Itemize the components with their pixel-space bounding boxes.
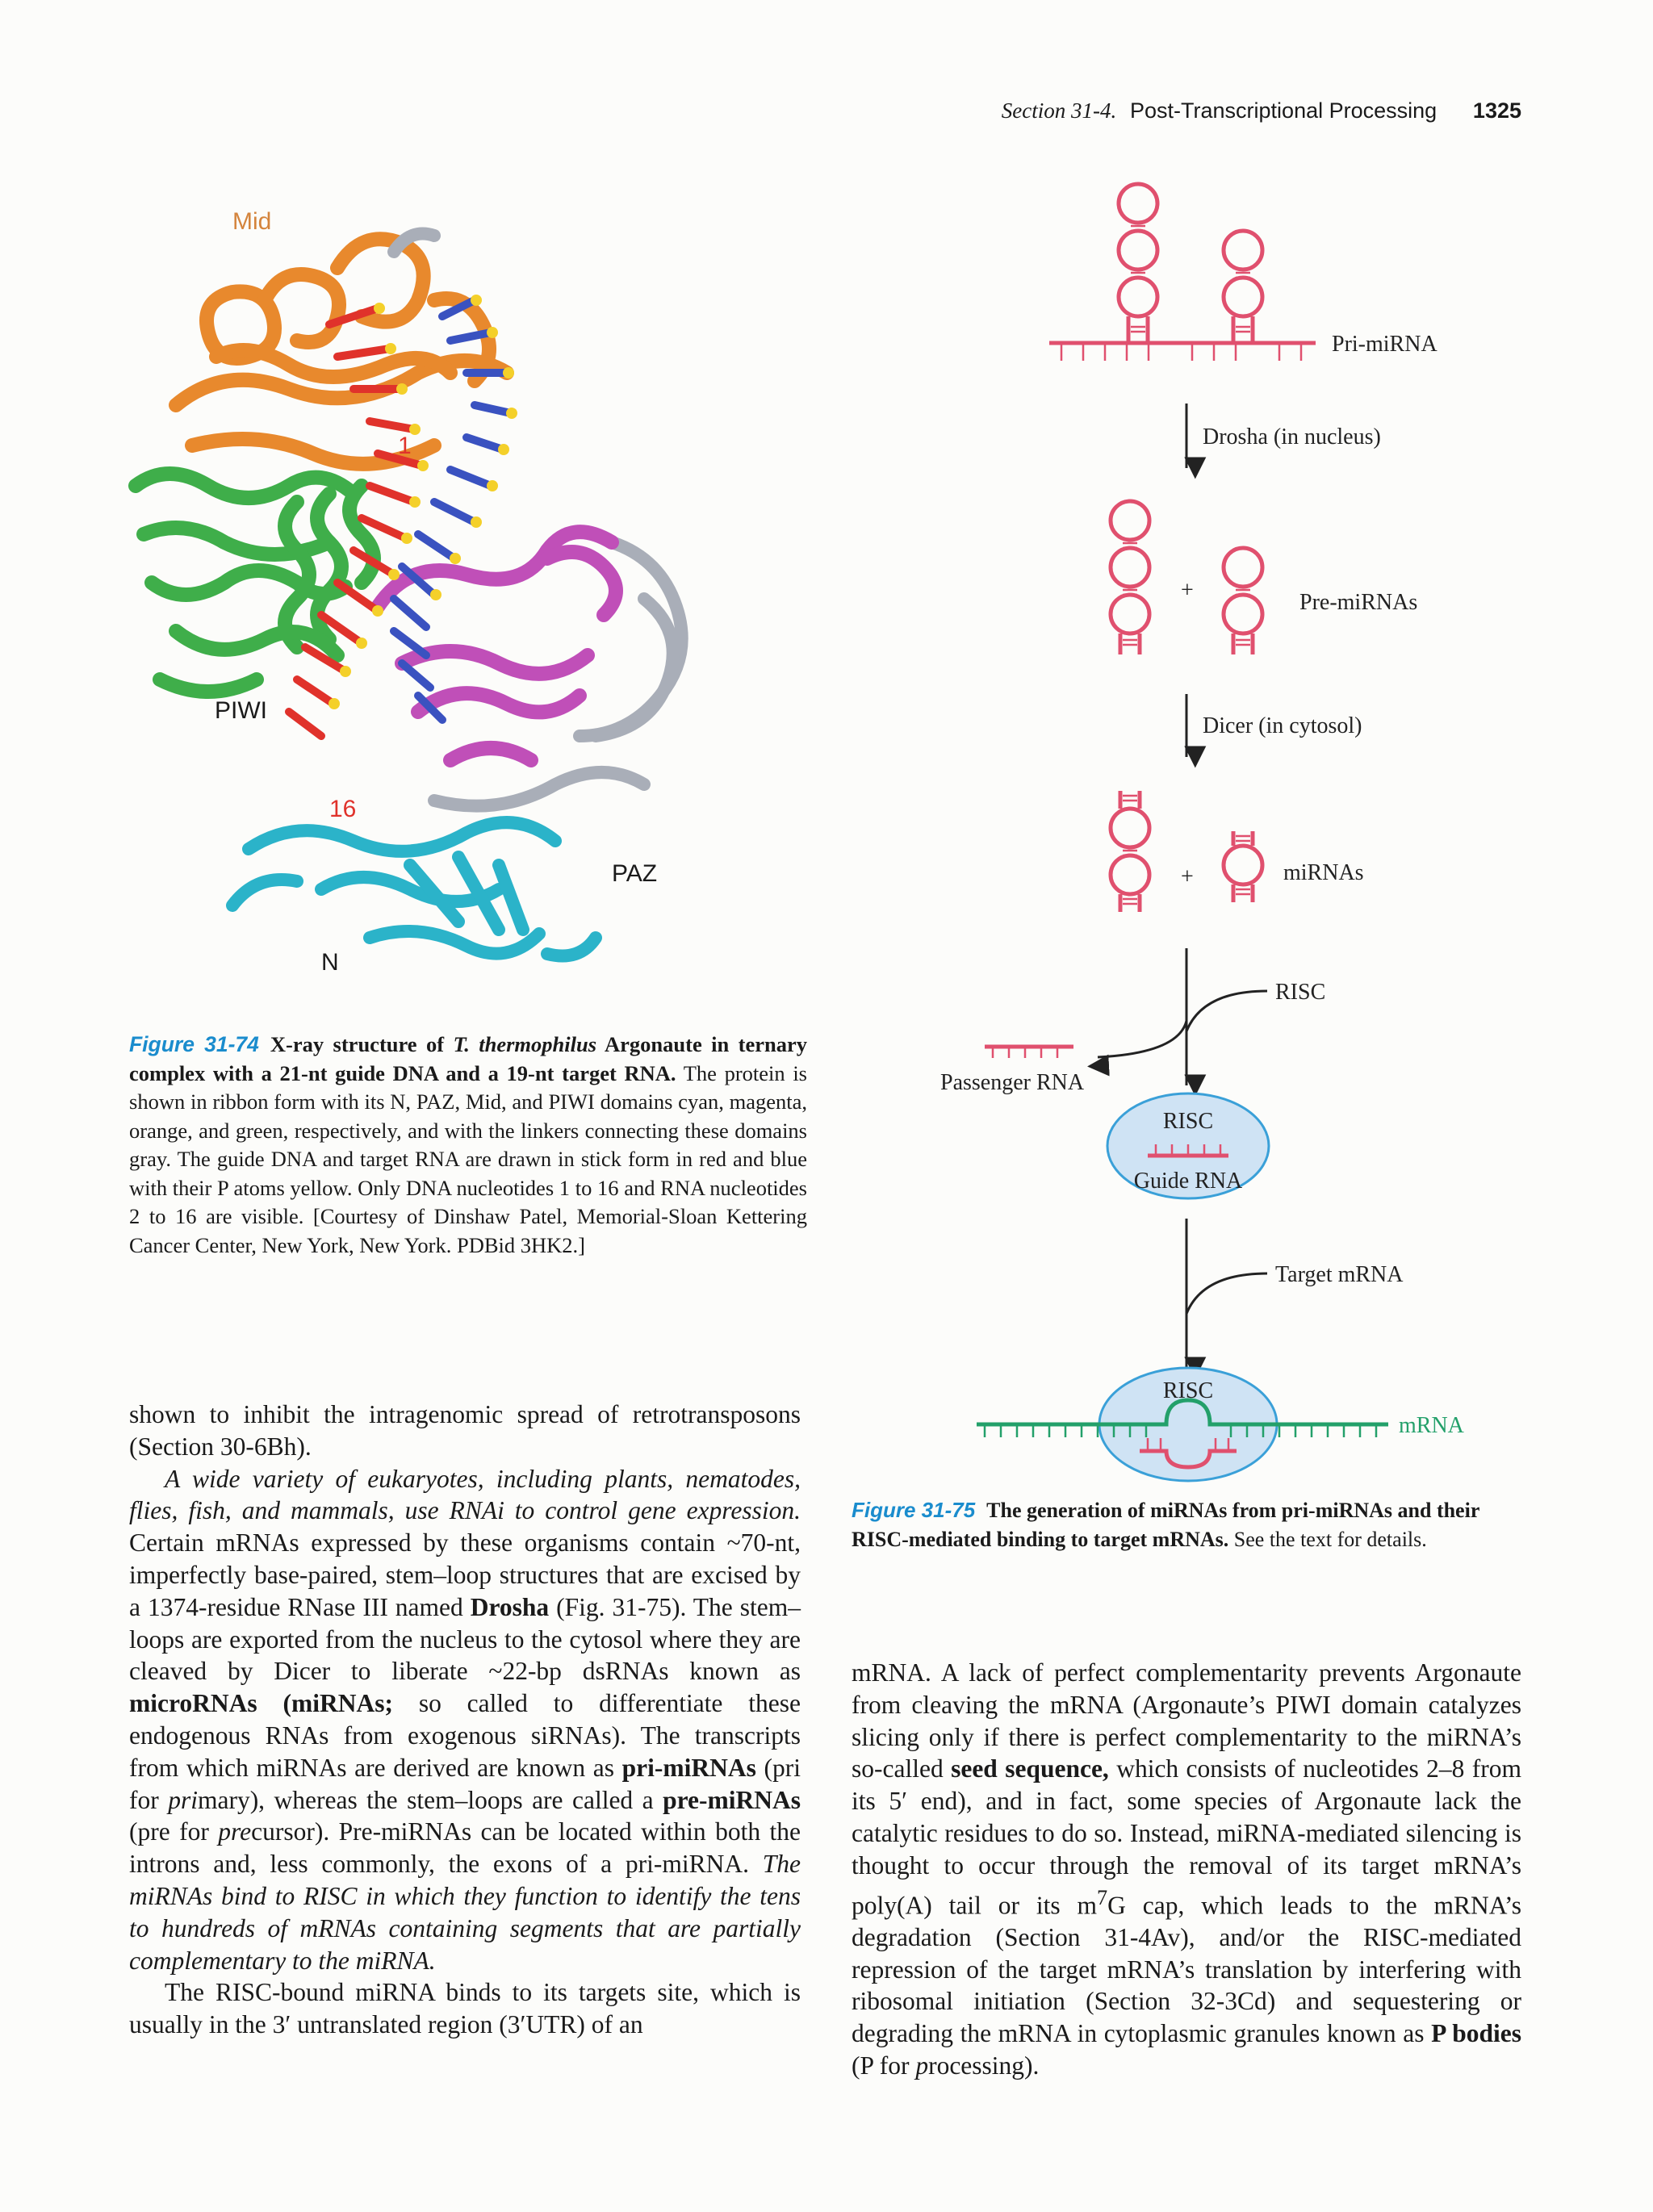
figure-31-74-number: Figure 31-74 — [129, 1032, 259, 1056]
label-pre-mirnas: Pre-miRNAs — [1299, 590, 1418, 615]
arrow-risc-in — [1186, 991, 1267, 1031]
page-number: 1325 — [1472, 98, 1521, 123]
label-n: N — [321, 949, 339, 976]
label-target-mrna: Target mRNA — [1275, 1262, 1404, 1287]
label-guide-rna: Guide RNA — [1133, 1169, 1243, 1194]
figure-31-74-caption — [129, 1031, 807, 1260]
p2-e: mary), whereas the stem–loops are called a — [197, 1785, 663, 1814]
label-risc-2: RISC — [1162, 1109, 1214, 1134]
label-nt-1: 1 — [398, 433, 412, 459]
label-plus-2: + — [1181, 864, 1194, 889]
paragraph-4 — [852, 1657, 1521, 2082]
label-nt-16: 16 — [329, 796, 357, 822]
caption-75-body: See the text for details. — [1228, 1528, 1427, 1551]
label-piwi: PIWI — [215, 697, 267, 724]
caption-title-species: T. thermophilus — [453, 1032, 597, 1056]
header-title: Post-Transcriptional Processing — [1130, 98, 1437, 123]
paragraph-3: The RISC-bound miRNA binds to its targets site, which is usually in the 3′ untranslated region (3′UTR) of an — [129, 1978, 801, 2039]
label-dicer: Dicer (in cytosol) — [1203, 713, 1362, 738]
p4-pbodies: P bodies — [1431, 2019, 1521, 2048]
header-section: Section 31-4. — [1001, 98, 1117, 123]
p2-italic: A wide variety of eukaryotes, including plants, nematodes, flies, fish, and mammals, use RNAi to control gene expression. — [129, 1464, 801, 1525]
figure-31-74-structure — [128, 179, 806, 1018]
label-mid: Mid — [232, 208, 272, 235]
p2-f: (pre for — [129, 1817, 219, 1846]
p2-a: Certain mRNAs expressed by these organisms contain ~70-nt, imperfectly base-paired, stem–loop structures that are excised by a 1374-residue RNase III named — [129, 1528, 801, 1621]
p2-c: so called to differentiate these endogenous RNAs from exogenous siRNAs). The transcripts from which miRNAs are derived are known as — [129, 1689, 801, 1782]
mid-domain — [176, 239, 507, 464]
figure-31-75-caption — [852, 1495, 1530, 1554]
p4-sup: 7 — [1097, 1885, 1108, 1909]
label-pri-mirna: Pri-miRNA — [1332, 332, 1437, 357]
p2-b: (Fig. 31-75). The stem–loops are exported from the nucleus to the cytosol where they are cleaved by Dicer to liberate ~22-bp dsRNAs known as — [129, 1592, 801, 1686]
passenger-rna-drawing — [985, 1047, 1073, 1058]
label-drosha: Drosha (in nucleus) — [1203, 424, 1381, 450]
mirna-pathway-diagram — [936, 178, 1525, 1501]
left-column-text — [129, 1399, 801, 2041]
p4-b: which consists of nucleotides 2–8 from its 5′ end), and in fact, some species of Argonaute lack the catalytic residues to do so. Instead, miRNA-mediated silencing is thought to occur through the removal of its target mRNA’s poly(A) tail or its m — [852, 1754, 1521, 1920]
label-paz: PAZ — [612, 860, 658, 887]
paragraph-2 — [129, 1463, 801, 1977]
p4-seed: seed sequence, — [951, 1754, 1109, 1783]
caption-title-b: Argonaute in ternary complex with a 21-nt guide DNA and a 19-nt target RNA. — [129, 1032, 807, 1085]
argonaute-structure-illustration — [128, 179, 806, 1018]
p2-pri-i: pri — [168, 1785, 198, 1814]
arrow-passenger-out — [1098, 1021, 1186, 1057]
arrow-target-in — [1186, 1273, 1267, 1314]
p2-pri: pri-miRNAs — [621, 1753, 756, 1782]
p4-c: G cap, which leads to the mRNA’s degradation (Section 31-4Av), and/or the RISC-mediated repression of the target mRNA’s translation by interfering with ribosomal initiation (Section 32-3Cd) and sequestering or degrading the mRNA in cytoplasmic granules known as — [852, 1891, 1521, 2048]
p2-g: cursor). Pre-miRNAs can be located within both the introns and, less commonly, the exons of a pri-miRNA. — [129, 1817, 801, 1879]
paragraph-1: shown to inhibit the intragenomic spread of retrotransposons (Section 30-6Bh). — [129, 1400, 801, 1461]
p2-drosha: Drosha — [470, 1592, 550, 1621]
label-plus-1: + — [1181, 578, 1194, 603]
caption-75-title: The generation of miRNAs from pri-miRNAs and their RISC-mediated binding to target mRNAs. — [852, 1499, 1479, 1551]
p2-italic2: The miRNAs bind to RISC in which they function to identify the tens to hundreds of mRNAs containing segments that are partially complementary to the miRNA. — [129, 1850, 801, 1975]
figure-31-75-number: Figure 31-75 — [852, 1498, 976, 1522]
mirnas-drawing — [1111, 791, 1262, 912]
p2-d: (pri for — [129, 1753, 801, 1814]
p4-a: mRNA. A lack of perfect complementarity prevents Argonaute from cleaving the mRNA (Argonaute’s PIWI domain catalyzes slicing only if there is perfect complementarity to the miRNA’s so-called — [852, 1658, 1521, 1783]
label-mrna: mRNA — [1399, 1413, 1464, 1438]
pri-mirna-drawing — [1049, 184, 1316, 361]
label-risc-1: RISC — [1275, 980, 1326, 1005]
running-header — [872, 98, 1521, 131]
p4-d: (P for — [852, 2051, 916, 2080]
n-domain — [232, 822, 596, 955]
right-column-text — [852, 1657, 1521, 2082]
p2-micro: microRNAs (miRNAs; — [129, 1689, 393, 1718]
label-risc-3: RISC — [1162, 1378, 1214, 1403]
caption-body: The protein is shown in ribbon form with its N, PAZ, Mid, and PIWI domains cyan, magenta, orange, and green, respectively, and with the linkers connecting these domains gray. The guide DNA and target RNA are drawn in stick form in red and blue with their P atoms yellow. Only DNA nucleotides 1 to 16 and RNA nucleotides 2 to 16 are visible. [Courtesy of Dinshaw Patel, Memorial-Sloan Kettering Cancer Center, New York, New York. PDBid 3HK2.] — [129, 1060, 807, 1257]
p2-pre-i: pre — [218, 1817, 252, 1846]
p2-pre: pre-miRNAs — [663, 1785, 801, 1814]
label-mirnas: miRNAs — [1283, 860, 1364, 885]
figure-31-75-diagram — [936, 178, 1525, 1501]
caption-title-a: X-ray structure of — [270, 1032, 454, 1056]
label-passenger-rna: Passenger RNA — [940, 1070, 1085, 1095]
p4-e: rocessing). — [928, 2051, 1040, 2080]
p4-p-i: p — [915, 2051, 929, 2080]
